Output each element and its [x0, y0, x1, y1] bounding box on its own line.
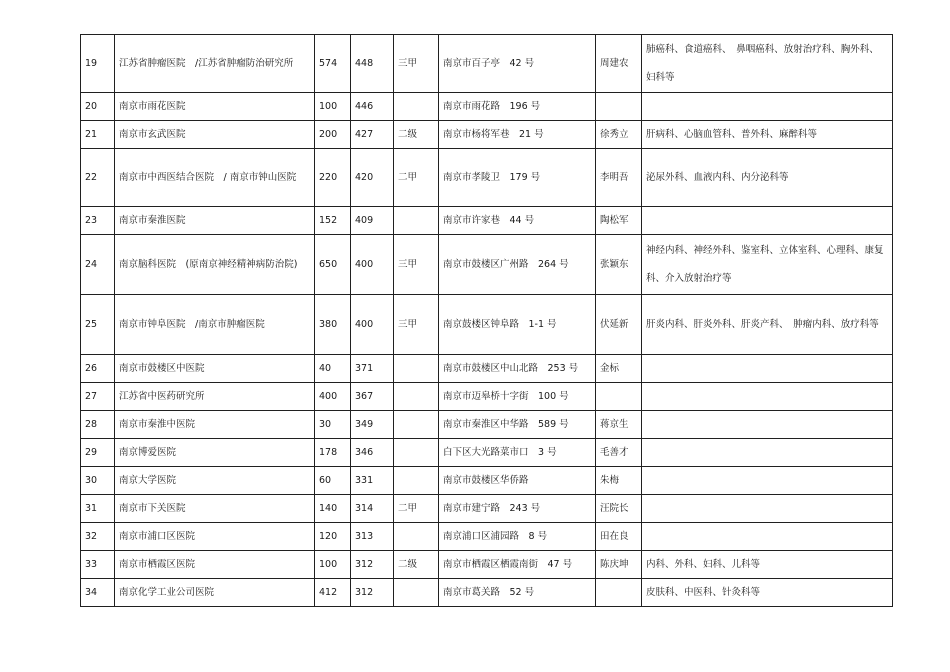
cell-beds: 100: [315, 551, 351, 579]
table-row: [81, 235, 893, 295]
cell-level: [394, 467, 439, 495]
cell-head: 徐秀立: [596, 121, 642, 149]
cell-head: 汪院长: [596, 495, 642, 523]
table-row: [81, 579, 893, 607]
cell-beds: 152: [315, 207, 351, 235]
cell-address: 南京市建宁路 243 号: [439, 495, 596, 523]
cell-hospital-name: 南京市玄武医院: [115, 121, 315, 149]
cell-address: 南京市雨花路 196 号: [439, 93, 596, 121]
cell-doctors: 420: [351, 149, 394, 207]
cell-address: 南京市鼓楼区华侨路: [439, 467, 596, 495]
cell-beds: 140: [315, 495, 351, 523]
cell-number: 29: [81, 439, 115, 467]
cell-specialties: [642, 355, 893, 383]
cell-beds: 220: [315, 149, 351, 207]
cell-address: 南京市百子亭 42 号: [439, 35, 596, 93]
cell-specialties: 内科、外科、妇科、儿科等: [642, 551, 893, 579]
cell-doctors: 346: [351, 439, 394, 467]
cell-hospital-name: 南京市秦淮医院: [115, 207, 315, 235]
table-row: [81, 207, 893, 235]
cell-hospital-name: 南京市下关医院: [115, 495, 315, 523]
table-row: [81, 439, 893, 467]
table-row: [81, 523, 893, 551]
cell-specialties: 泌尿外科、血液内科、内分泌科等: [642, 149, 893, 207]
cell-doctors: 400: [351, 235, 394, 295]
table-row: [81, 467, 893, 495]
table-row: [81, 93, 893, 121]
cell-address: 南京市杨将军巷 21 号: [439, 121, 596, 149]
cell-number: 34: [81, 579, 115, 607]
cell-specialties: [642, 93, 893, 121]
cell-specialties: 肝病科、心脑血管科、普外科、麻醉科等: [642, 121, 893, 149]
cell-address: 南京市鼓楼区中山北路 253 号: [439, 355, 596, 383]
table-row: [81, 495, 893, 523]
cell-head: 李明吾: [596, 149, 642, 207]
cell-address: 南京市秦淮区中华路 589 号: [439, 411, 596, 439]
cell-specialties: [642, 495, 893, 523]
cell-number: 21: [81, 121, 115, 149]
cell-number: 22: [81, 149, 115, 207]
cell-doctors: 409: [351, 207, 394, 235]
cell-head: [596, 383, 642, 411]
cell-hospital-name: 南京市浦口区医院: [115, 523, 315, 551]
cell-head: 陶松军: [596, 207, 642, 235]
cell-hospital-name: 南京市中西医结合医院 / 南京市钟山医院: [115, 149, 315, 207]
cell-head: 朱梅: [596, 467, 642, 495]
cell-address: 南京浦口区浦园路 8 号: [439, 523, 596, 551]
cell-doctors: 312: [351, 551, 394, 579]
table-body: [81, 35, 893, 607]
cell-beds: 380: [315, 295, 351, 355]
cell-hospital-name: 江苏省中医药研究所: [115, 383, 315, 411]
cell-address: 南京市鼓楼区广州路 264 号: [439, 235, 596, 295]
cell-beds: 30: [315, 411, 351, 439]
cell-doctors: 427: [351, 121, 394, 149]
cell-hospital-name: 南京市鼓楼区中医院: [115, 355, 315, 383]
cell-level: 二甲: [394, 495, 439, 523]
cell-specialties: 肺癌科、食道癌科、 鼻咽癌科、放射治疗科、胸外科、妇科等: [642, 35, 893, 93]
cell-level: [394, 93, 439, 121]
cell-doctors: 314: [351, 495, 394, 523]
cell-beds: 100: [315, 93, 351, 121]
cell-doctors: 448: [351, 35, 394, 93]
cell-number: 25: [81, 295, 115, 355]
cell-beds: 400: [315, 383, 351, 411]
cell-level: 二级: [394, 121, 439, 149]
cell-level: 三甲: [394, 235, 439, 295]
cell-address: 南京鼓楼区钟阜路 1-1 号: [439, 295, 596, 355]
cell-doctors: 331: [351, 467, 394, 495]
cell-level: [394, 383, 439, 411]
cell-beds: 120: [315, 523, 351, 551]
cell-address: 南京市葛关路 52 号: [439, 579, 596, 607]
cell-specialties: [642, 467, 893, 495]
cell-specialties: 皮肤科、中医科、针灸科等: [642, 579, 893, 607]
cell-level: 二甲: [394, 149, 439, 207]
cell-level: 二级: [394, 551, 439, 579]
cell-level: 三甲: [394, 295, 439, 355]
cell-number: 19: [81, 35, 115, 93]
cell-number: 28: [81, 411, 115, 439]
cell-specialties: 神经内科、神经外科、鉴室科、立体室科、心理科、康复科、介入放射治疗等: [642, 235, 893, 295]
cell-number: 33: [81, 551, 115, 579]
cell-address: 南京市孝陵卫 179 号: [439, 149, 596, 207]
cell-number: 31: [81, 495, 115, 523]
cell-doctors: 446: [351, 93, 394, 121]
cell-specialties: [642, 523, 893, 551]
table-row: [81, 121, 893, 149]
cell-head: [596, 579, 642, 607]
cell-hospital-name: 南京市秦淮中医院: [115, 411, 315, 439]
cell-number: 30: [81, 467, 115, 495]
cell-beds: 650: [315, 235, 351, 295]
cell-hospital-name: 南京博爱医院: [115, 439, 315, 467]
hospital-table: [80, 34, 893, 607]
cell-head: 张颖东: [596, 235, 642, 295]
cell-doctors: 349: [351, 411, 394, 439]
table-row: [81, 383, 893, 411]
cell-hospital-name: 南京大学医院: [115, 467, 315, 495]
cell-level: [394, 579, 439, 607]
cell-address: 南京市栖霞区栖霞南街 47 号: [439, 551, 596, 579]
table-row: [81, 551, 893, 579]
table-row: [81, 149, 893, 207]
cell-doctors: 400: [351, 295, 394, 355]
cell-number: 32: [81, 523, 115, 551]
cell-hospital-name: 南京市钟阜医院 /南京市肿瘤医院: [115, 295, 315, 355]
cell-hospital-name: 南京市栖霞区医院: [115, 551, 315, 579]
cell-doctors: 371: [351, 355, 394, 383]
table-row: [81, 295, 893, 355]
cell-address: 南京市迈皋桥十字街 100 号: [439, 383, 596, 411]
table-row: [81, 35, 893, 93]
cell-number: 24: [81, 235, 115, 295]
cell-specialties: [642, 383, 893, 411]
cell-head: 周建农: [596, 35, 642, 93]
cell-specialties: [642, 207, 893, 235]
cell-beds: 40: [315, 355, 351, 383]
cell-hospital-name: 南京市雨花医院: [115, 93, 315, 121]
cell-head: 陈庆坤: [596, 551, 642, 579]
cell-number: 20: [81, 93, 115, 121]
cell-head: 蒋京生: [596, 411, 642, 439]
cell-level: [394, 355, 439, 383]
cell-number: 26: [81, 355, 115, 383]
cell-doctors: 312: [351, 579, 394, 607]
cell-level: [394, 439, 439, 467]
cell-head: 田在良: [596, 523, 642, 551]
cell-specialties: 肝炎内科、肝炎外科、肝炎产科、 肿瘤内科、放疗科等: [642, 295, 893, 355]
cell-level: [394, 411, 439, 439]
cell-hospital-name: 南京化学工业公司医院: [115, 579, 315, 607]
cell-level: [394, 523, 439, 551]
cell-specialties: [642, 411, 893, 439]
table-row: [81, 411, 893, 439]
cell-doctors: 313: [351, 523, 394, 551]
cell-doctors: 367: [351, 383, 394, 411]
cell-beds: 178: [315, 439, 351, 467]
cell-beds: 412: [315, 579, 351, 607]
cell-number: 27: [81, 383, 115, 411]
cell-level: [394, 207, 439, 235]
table-row: [81, 355, 893, 383]
cell-number: 23: [81, 207, 115, 235]
cell-head: 金标: [596, 355, 642, 383]
cell-beds: 574: [315, 35, 351, 93]
cell-head: 毛善才: [596, 439, 642, 467]
cell-head: 伏延新: [596, 295, 642, 355]
cell-address: 白下区大光路菜市口 3 号: [439, 439, 596, 467]
cell-hospital-name: 南京脑科医院 (原南京神经精神病防治院): [115, 235, 315, 295]
cell-address: 南京市许家巷 44 号: [439, 207, 596, 235]
cell-beds: 60: [315, 467, 351, 495]
cell-beds: 200: [315, 121, 351, 149]
cell-specialties: [642, 439, 893, 467]
cell-level: 三甲: [394, 35, 439, 93]
cell-head: [596, 93, 642, 121]
cell-hospital-name: 江苏省肿瘤医院 /江苏省肿瘤防治研究所: [115, 35, 315, 93]
